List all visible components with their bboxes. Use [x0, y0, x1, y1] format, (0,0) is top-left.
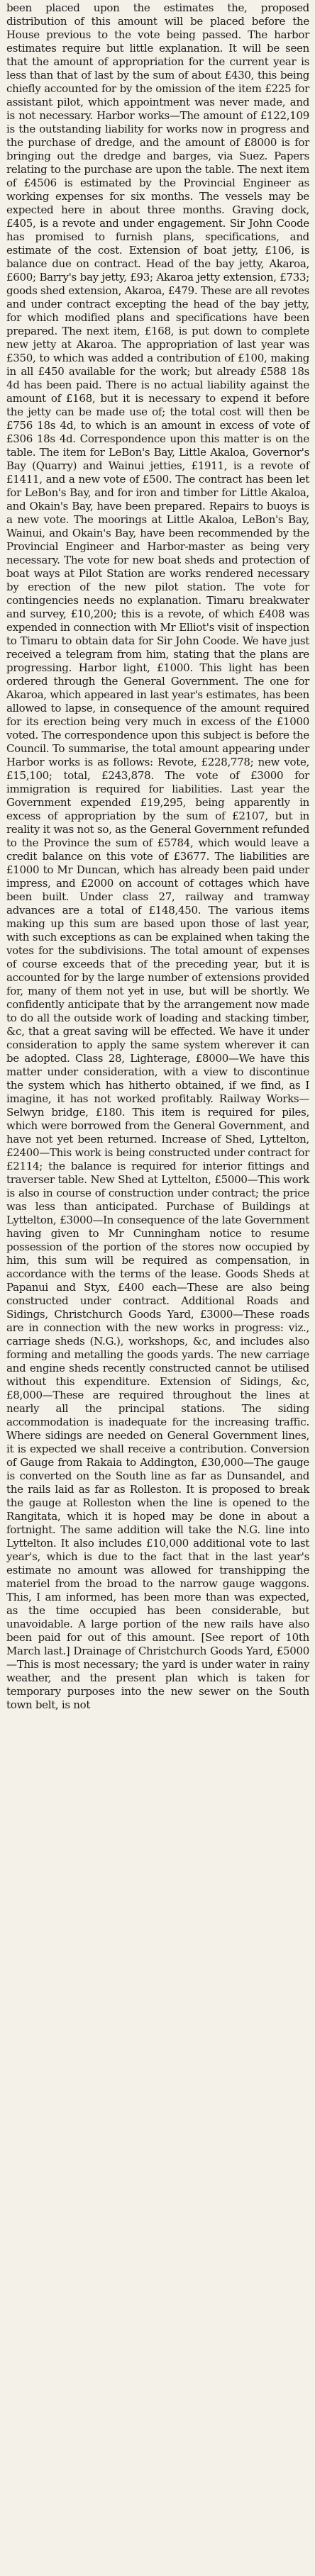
article-paragraph: been placed upon the estimates the, proposed distribution of this amount will be placed before the House previous to the vote being passed. The harbor estimates require but little explanation. It will be seen that the amount of appropriation for the current year is less than that of last by the sum of about £430, this being chiefly accounted for by the omission of the item £225 for assistant pilot, which appointment was never made, and is not necessary. Harbor works—The amount of £122,109 is the outstanding liability for works now in progress and the purchase of dredge, and the amount of £8000 is for bringing out the dredge and barges, via Suez. Papers relating to the purchase are upon the table. The next item of £4506 is estimated by the Provincial Engineer as working expenses for six months. The vessels may be expected here in about three months. Graving dock, £405, is a revote and under engagement. Sir John Coode has promised to furnish plans, specifications, and estimate of the cost. Extension of boat jetty, £106, is balance due on contract. Head of the bay jetty, Akaroa, £600; Barry's bay jetty, £93; Akaroa jetty extension, £733; goods shed extension, Akaroa, £479. These are all revotes and under contract excepting the head of the bay jetty, for which modified plans and specifications have been prepared. The next item, £168, is put down to complete new jetty at Akaroa. The appropriation of last year was £350, to which was added a contribution of £100, making in all £450 available for the work; but already £588 18s 4d has been paid. There is no actual liability against the amount of £168, but it is necessary to expend it before the jetty can be made use of; the total cost will then be £756 18s 4d, to which is an amount in excess of vote of £306 18s 4d. Correspondence upon this matter is on the table. The item for LeBon's Bay, Little Akaloa, Governor's Bay (Quarry) and Wainui jetties, £1911, is a revote of £1411, and a new vote of £500. The contract has been let for LeBon's Bay, and for iron and timber for Little Akaloa, and Okain's Bay, have been prepared. Repairs to buoys is a new vote. The moorings at Little Akaloa, LeBon's Bay, Wainui, and Okain's Bay, have been recommended by the Provincial Engineer and Harbor-master as being very necessary. The vote for new boat sheds and protection of boat ways at Pilot Station are works rendered necessary by erection of the new pilot station. The vote for contingencies needs no explanation. Timaru breakwater and survey, £10,200; this is a revote, of which £408 was expended in connection with Mr Elliot's visit of inspection to Timaru to obtain data for Sir John Coode. We have just received a telegram from him, stating that the plans are progressing. Harbor light, £1000. This light has been ordered through the General Government. The one for Akaroa, which appeared in last year's estimates, has been allowed to lapse, in consequence of the amount required for its erection being very much in excess of the £1000 voted. The correspondence upon this subject is before the Council. To summarise, the total amount appearing under Harbor works is as follows: Revote, £228,778; new vote, £15,100; total, £243,878. The vote of £3000 for immigration is required for liabilities. Last year the Government expended £19,295, being apparently in excess of appropriation by the sum of £2107, but in reality it was not so, as the General Government refunded to the Province the sum of £5784, which would leave a credit balance on this vote of £3677. The liabilities are £1000 to Mr Duncan, which has already been paid under impress, and £2000 on account of cottages which have been built. Under class 27, railway and tramway advances are a total of £148,450. The various items making up this sum are based upon those of last year, with such exceptions as can be explained when taking the votes for the subdivisions. The total amount of expenses of course exceeds that of the preceding year, but it is accounted for by the large number of extensions provided for, many of them not yet in use, but will be shortly. We confidently anticipate that by the arrangement now made to do all the outside work of loading and stacking timber, &c, that a great saving will be effected. We have it under consideration to apply the same system wherever it can be adopted. Class 28, Lighterage, £8000—We have this matter under consideration, with a view to discontinue the system which has hitherto obtained, if we find, as I imagine, it has not worked profitably. Railway Works—Selwyn bridge, £180. This item is required for piles, which were borrowed from the General Government, and have not yet been returned. Increase of Shed, Lyttelton, £2400—This work is being constructed under contract for £2114; the balance is required for interior fittings and traverser table. New Shed at Lyttelton, £5000—This work is also in course of construction under contract; the price was less than anticipated. Purchase of Buildings at Lyttelton, £3000—In consequence of the late Government having given to Mr Cunningham notice to resume possession of the portion of the stores now occupied by him, this sum will be required as compensation, in accordance with the terms of the lease. Goods Sheds at Papanui and Styx, £400 each—These are also being constructed under contract. Additional Roads and Sidings, Christchurch Goods Yard, £3000—These roads are in connection with the new works in progress: viz., carriage sheds (N.G.), workshops, &c, and includes also forming and metalling the goods yards. The new carriage and engine sheds recently constructed cannot be utilised without this expenditure. Extension of Sidings, &c, £8,000—These are required throughout the lines at nearly all the principal stations. The siding accommodation is inadequate for the increasing traffic. Where sidings are needed on General Government lines, it is expected we shall receive a contribution. Conversion of Gauge from Rakaia to Addington, £30,000—The gauge is converted on the South line as far as Dunsandel, and the rails laid as far as Rolleston. It is proposed to break the gauge at Rolleston when the line is opened to the Rangitata, which it is hoped may be done in about a fortnight. The same addition will take the N.G. line into Lyttelton. It also includes £10,000 additional vote to last year's, which is due to the fact that in the last year's estimate no amount was allowed for transhipping the materiel from the broad to the narrow gauge waggons. This, I am informed, has been more than was expected, as the time occupied has been considerable, but unavoidable. A large portion of the new rails have also been paid for out of this amount. [See report of 10th March last.] Drainage of Christchurch Goods Yard, £5000—This is most necessary; the yard is under water in rainy weather, and the present plan which is taken for temporary purposes into the new sewer on the South town belt, is not: [6, 1, 309, 1711]
